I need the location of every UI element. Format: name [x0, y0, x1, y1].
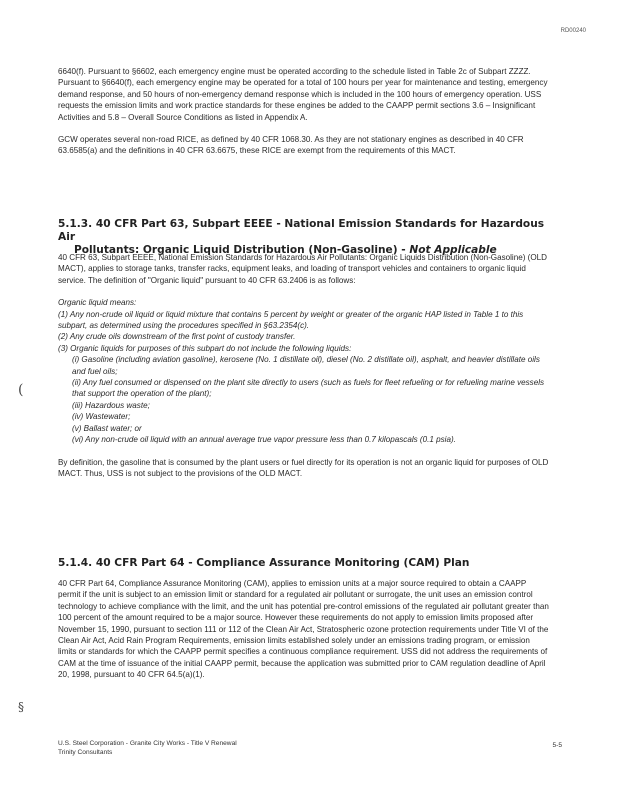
document-id: RD00240: [560, 28, 586, 34]
footer-company-line: U.S. Steel Corporation - Granite City Works - Title V Renewal: [58, 740, 237, 747]
page-footer: [58, 739, 237, 757]
heading-eeee-line1: 5.1.3. 40 CFR Part 63, Subpart EEEE - National Emission Standards for Hazardous Air: [58, 218, 545, 243]
definition-title: Organic liquid means:: [58, 298, 137, 308]
definition-item-3iii: (iii) Hazardous waste;: [72, 400, 150, 410]
definition-item-3iv: (iv) Wastewater;: [72, 412, 131, 422]
page-number: 5-5: [552, 742, 562, 749]
section-eeee-body: [58, 252, 550, 479]
paragraph-nonroad-rice: GCW operates several non-road RICE, as defined by 40 CFR 1068.30. As they are not stationary engines as described in 40 CFR 63.6585(a) and the definitions in 40 CFR 63.6675, these RICE are exempt from the requirements of this MACT.: [58, 135, 524, 156]
definition-item-3: (3) Organic liquids for purposes of this subpart do not include the following liquids:: [58, 343, 352, 353]
heading-eeee-not-applicable: Not Applicable: [409, 244, 497, 256]
paragraph-emergency-engines: 6640(f). Pursuant to §6602, each emergency engine must be operated according to the schedule listed in Table 2c of Subpart ZZZZ. Pursuant to §6640(f), each emergency engine may be operated for a total of 100 hours per year for maintenance and testing, emergency demand response, and 50 hours of non-emergency demand response which is included in the 100 hours of emergency operation. USS requests the emission limits and work practice standards for these engines be added to the CAAPP permit sections 3.6 – Insignificant Activities and 5.8 – Overall Source Conditions as listed in Appendix A.: [58, 67, 548, 122]
heading-cam-text: 5.1.4. 40 CFR Part 64 - Compliance Assurance Monitoring (CAM) Plan: [58, 557, 470, 569]
paragraph-old-mact-intro: 40 CFR 63, Subpart EEEE, National Emission Standards for Hazardous Air Pollutants: Organic Liquids Distribution (Non-Gasoline) (OLD MACT), applies to storage tanks, transfer racks, equipment leaks, and loading of transport vehicles and containers to organic liquid service. The definition of "Organic liquid" pursuant to 40 CFR 63.2406 is as follows:: [58, 253, 547, 285]
heading-eeee-line2: Pollutants: Organic Liquid Distribution (Non-Gasoline) -: [74, 244, 406, 256]
footer-consultant-line: Trinity Consultants: [58, 749, 113, 756]
definition-item-3v: (v) Ballast water; or: [72, 423, 142, 433]
heading-cam-plan: [58, 557, 558, 570]
paragraph-old-mact-conclusion: By definition, the gasoline that is consumed by the plant users or fuel directly for its operation is not an organic liquid for purposes of OLD MACT. Thus, USS is not subject to the provisions of the OLD MACT.: [58, 457, 549, 478]
definition-item-2: (2) Any crude oils downstream of the first point of custody transfer.: [58, 332, 296, 342]
organic-liquid-definition: [58, 297, 550, 445]
margin-bracket-mark: (: [18, 382, 24, 398]
definition-item-3ii: (ii) Any fuel consumed or dispensed on the plant site directly to users (such as fuels for fleet refueling or for refueling marine vessels that support the operation of the plant);: [72, 378, 545, 399]
definition-item-1: (1) Any non-crude oil liquid or liquid mixture that contains 5 percent by weight or greater of the organic HAP listed in Table 1 to this subpart, as determined using the procedures specified in §63.2354(c).: [58, 309, 524, 331]
definition-item-3i: (i) Gasoline (including aviation gasoline), kerosene (No. 1 distillate oil), diesel (No. 2 distillate oil), asphalt, and heavier distillate oils and fuel oils;: [72, 355, 540, 376]
margin-handwritten-mark: §: [18, 700, 24, 714]
paragraph-cam: 40 CFR Part 64, Compliance Assurance Monitoring (CAM), applies to emission units at a major source required to obtain a CAAPP permit if the unit is subject to an emission limit or standard for a regulated air pollutant or surrogate, the unit uses an emission control technology to achieve compliance with the limit, and the unit has potential pre-control emissions of the regulated air pollutant greater than 100 percent of the amount required to be a major source. However these requirements do not apply to emission limits proposed after November 15, 1990, pursuant to section 111 or 112 of the Clean Air Act, Stratospheric ozone protection requirements under Title VI of the Clean Air Act, Acid Rain Program Requirements, emission limits established solely under an emissions trading program, or emission limits or standards for which the CAAPP permit specifies a continuous compliance requirement. USS did not address the requirements of CAM at the time of issuance of the initial CAAPP permit, because the application was submitted prior to CAM regulation deadline of April 20, 1998, pursuant to 40 CFR 64.5(a)(1).: [58, 579, 549, 680]
section-continuation: [58, 66, 550, 157]
definition-item-3vi: (vi) Any non-crude oil liquid with an annual average true vapor pressure less than 0.7 kilopascals (0.1 psia).: [72, 435, 456, 445]
section-cam-body: [58, 578, 550, 681]
